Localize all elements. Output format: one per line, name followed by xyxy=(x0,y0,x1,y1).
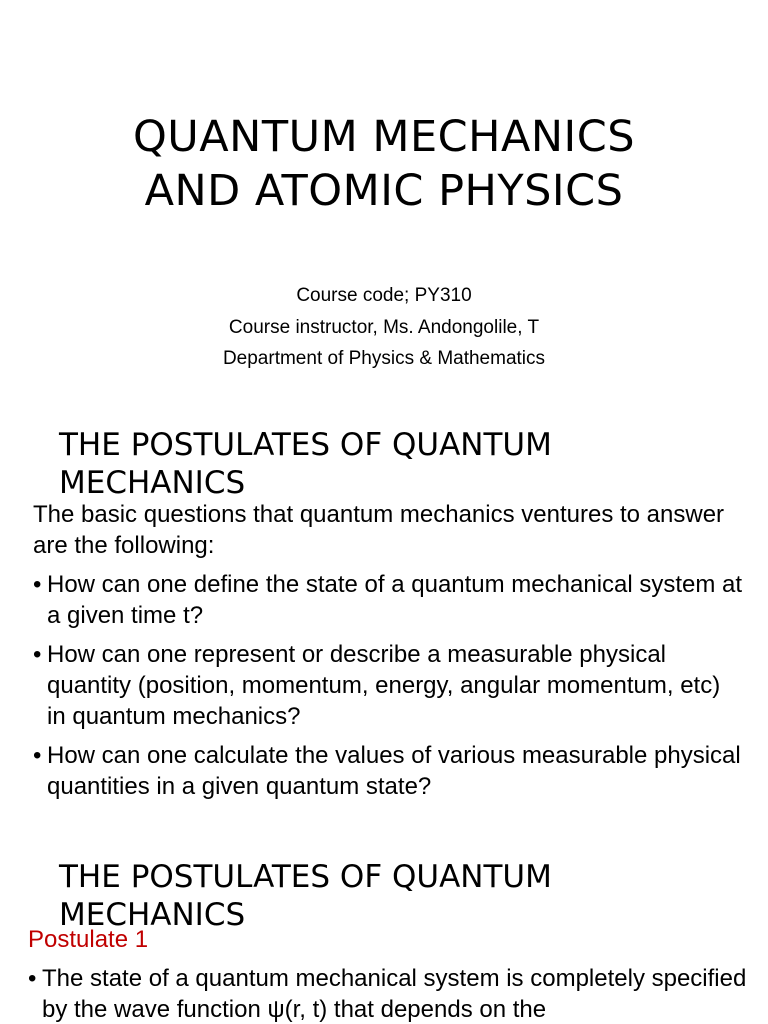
bullet-icon: • xyxy=(33,742,42,769)
slide-title xyxy=(59,426,759,502)
slide-body xyxy=(33,499,743,810)
course-details xyxy=(0,280,768,375)
questions-list xyxy=(33,569,743,802)
slide-title xyxy=(59,860,759,934)
list-item-text: How can one define the state of a quantum mechanical system at a given time t? xyxy=(47,571,743,629)
slide-title-line-2: MECHANICS xyxy=(59,897,246,933)
postulate-label: Postulate 1 xyxy=(28,926,149,953)
course-title xyxy=(0,110,768,218)
bullet-icon: • xyxy=(33,641,42,668)
slide-body xyxy=(28,963,748,1024)
slide-title-line-1: THE POSTULATES OF QUANTUM xyxy=(59,427,552,463)
list-item xyxy=(33,740,743,802)
slide-title-line-1: THE POSTULATES OF QUANTUM xyxy=(59,860,552,895)
postulate-list xyxy=(28,963,748,1024)
bullet-icon: • xyxy=(28,965,37,992)
list-item xyxy=(33,639,743,732)
slide-title-line-2: MECHANICS xyxy=(59,465,246,501)
department: Department of Physics & Mathematics xyxy=(222,348,546,369)
course-title-line-1: QUANTUM MECHANICS xyxy=(132,112,636,162)
title-slide xyxy=(0,0,768,420)
course-code: Course code; PY310 xyxy=(296,285,472,306)
bullet-icon: • xyxy=(33,571,42,598)
list-item-text: How can one calculate the values of various measurable physical quantities in a given quantum state? xyxy=(47,742,741,800)
postulate-1-slide xyxy=(0,860,768,1024)
list-item xyxy=(28,963,748,1024)
course-title-line-2: AND ATOMIC PHYSICS xyxy=(144,166,624,216)
list-item-text: How can one represent or describe a measurable physical quantity (position, momentum, energy, angular momentum, etc) in quantum mechanics? xyxy=(47,641,721,730)
list-item xyxy=(33,569,743,631)
course-instructor: Course instructor, Ms. Andongolile, T xyxy=(228,316,540,338)
list-item-text: The state of a quantum mechanical system is completely specified by the wave function ψ(r, t) that depends on the xyxy=(42,965,747,1023)
intro-paragraph: The basic questions that quantum mechanics ventures to answer are the following: xyxy=(33,501,725,559)
postulates-intro-slide xyxy=(0,420,768,860)
